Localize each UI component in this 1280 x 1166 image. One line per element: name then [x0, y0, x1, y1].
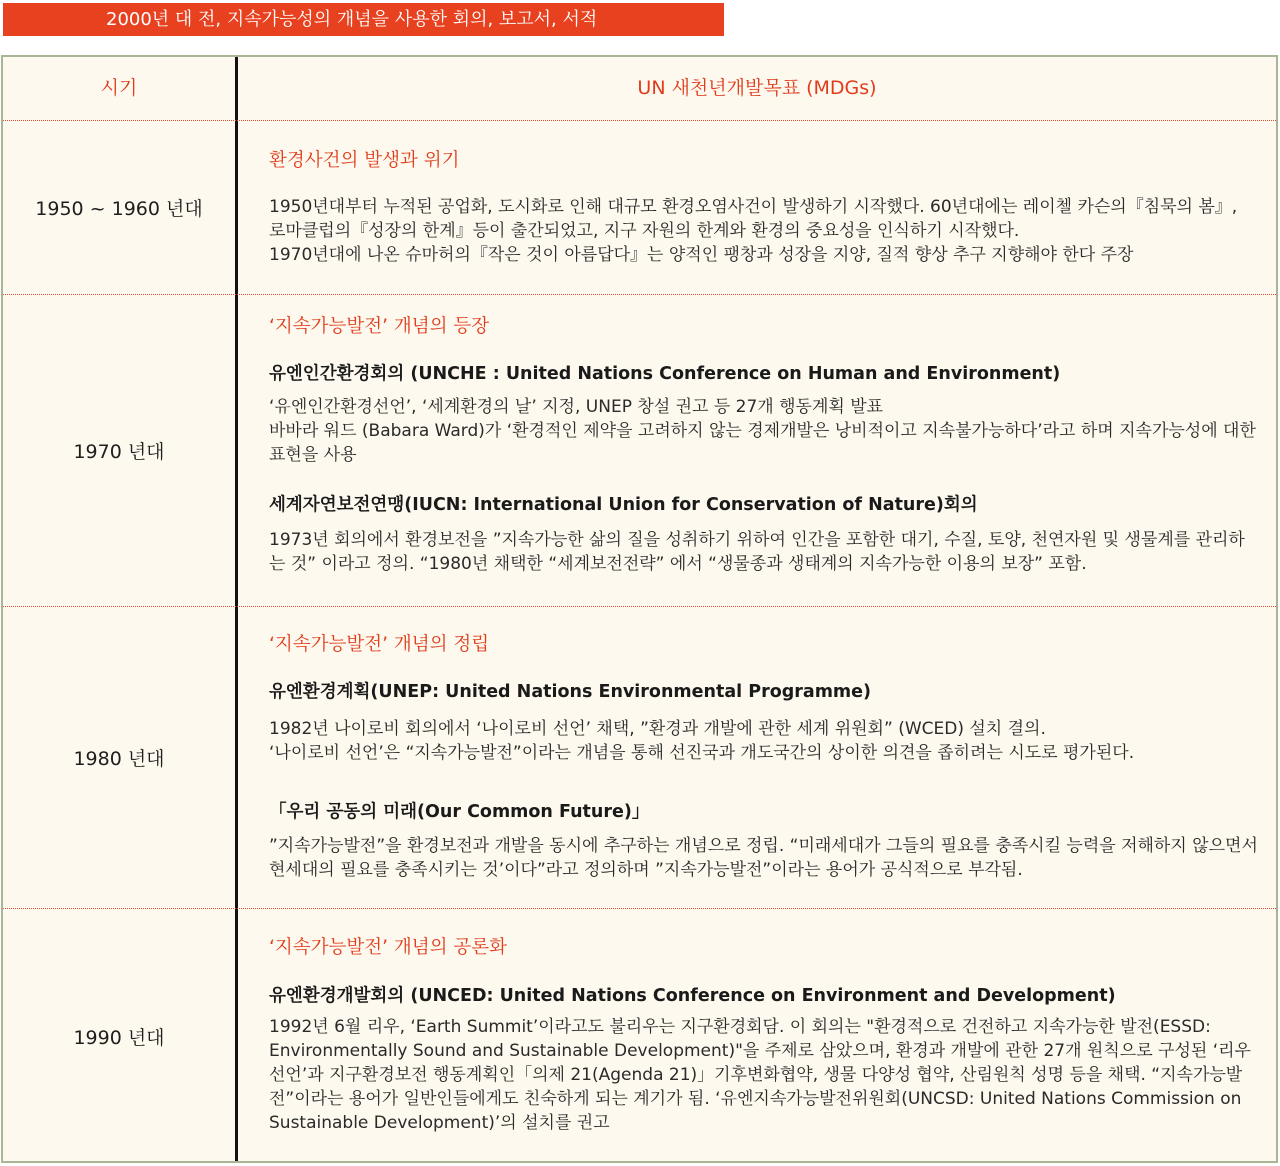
row-text: 1992년 6월 리우, ‘Earth Summit’이라고도 불리우는 지구환경회담. 이 회의는 "환경적으로 건전하고 지속가능한 발전(ESSD: Environmentally Sound and Sustainable Development)"을 주제로 삼았으며, 환경과 개발에 관한 27개 원칙으로 구성된 ‘리우선언’과 지구환경보전 행동계획인「의제 21(Agenda 21)」기후변화협약, 생물 다양성 협약, 산림원칙 성명 등을 채택. “지속가능발전”이라는 용어가 일반인들에게도 친숙하게 되는 계기가 됨. ‘유엔지속가능발전위원회(UNCSD: United Nations Commission on Sustainable Development)’의 설치를 권고: [269, 1017, 1251, 1133]
row-title: 환경사건의 발생과 위기: [269, 150, 460, 171]
table-row: [3, 607, 1276, 909]
table-row: [3, 295, 1276, 607]
header-period: 시기: [100, 77, 138, 99]
row-period: 1970 년대: [73, 441, 165, 463]
row-period: 1990 년대: [73, 1026, 165, 1049]
row-text: 1950년대부터 누적된 공업화, 도시화로 인해 대규모 환경오염사건이 발생하기 시작했다. 60년대에는 레이첼 카슨의『침묵의 봄』, 로마클럽의『성장의 한계』등이 출간되었고, 지구 자원의 한계와 환경의 중요성을 인식하기 시작했다.: [269, 197, 1238, 241]
row-subtitle: 유엔환경계획(UNEP: United Nations Environmental Programme): [269, 682, 872, 702]
row-subtitle: 세계자연보전연맹(IUCN: International Union for Conservation of Nature)회의: [269, 495, 978, 515]
row-text: ‘유엔인간환경선언’, ‘세계환경의 날’ 지정, UNEP 창설 권고 등 27개 행동계획 발표: [269, 397, 884, 417]
table-row: [3, 121, 1276, 295]
row-title: ‘지속가능발전’ 개념의 공론화: [269, 937, 507, 958]
table-header: [3, 57, 1276, 121]
row-content: [269, 909, 1258, 1163]
row-content: [269, 295, 1258, 606]
row-text: 1973년 회의에서 환경보전을 ”지속가능한 삶의 질을 성취하기 위하여 인간을 포함한 대기, 수질, 토양, 천연자원 및 생물계를 관리하는 것” 이라고 정의. “1980년 채택한 “세계보전전략” 에서 “생물종과 생태계의 지속가능한 이용의 보장” 포함.: [269, 530, 1245, 574]
row-period: 1980 년대: [73, 748, 165, 770]
row-subtitle: 「우리 공동의 미래(Our Common Future)」: [269, 802, 650, 822]
row-content: [269, 121, 1258, 294]
row-text: 바바라 워드 (Babara Ward)가 ‘환경적인 제약을 고려하지 않는 경제개발은 낭비적이고 지속불가능하다’라고 하며 지속가능성에 대한 표현을 사용: [269, 421, 1256, 465]
row-title: ‘지속가능발전’ 개념의 정립: [269, 634, 490, 655]
history-table: [1, 55, 1278, 1163]
section-banner: 2000년 대 전, 지속가능성의 개념을 사용한 회의, 보고서, 서적: [3, 3, 724, 36]
row-period: 1950 ~ 1960 년대: [35, 198, 203, 220]
header-mdgs: UN 새천년개발목표 (MDGs): [637, 77, 877, 99]
row-subtitle: 유엔인간환경회의 (UNCHE : United Nations Conference on Human and Environment): [269, 364, 1061, 384]
row-text: 1982년 나이로비 회의에서 ‘나이로비 선언’ 채택, ”환경과 개발에 관한 세계 위원회” (WCED) 설치 결의.: [269, 719, 1046, 739]
row-text: ‘나이로비 선언’은 “지속가능발전”이라는 개념을 통해 선진국과 개도국간의 상이한 의견을 좁히려는 시도로 평가된다.: [269, 743, 1135, 763]
row-text: 1970년대에 나온 슈마허의『작은 것이 아름답다』는 양적인 팽창과 성장을 지양, 질적 향상 추구 지향해야 한다 주장: [269, 245, 1134, 265]
table-row: [3, 909, 1276, 1163]
row-text: ”지속가능발전”을 환경보전과 개발을 동시에 추구하는 개념으로 정립. “미래세대가 그들의 필요를 충족시킬 능력을 저해하지 않으면서 현세대의 필요를 충족시키는 것’이다”라고 정의하며 ”지속가능발전”이라는 용어가 공식적으로 부각됨.: [269, 836, 1258, 880]
row-content: [269, 607, 1258, 908]
row-title: ‘지속가능발전’ 개념의 등장: [269, 316, 490, 337]
row-subtitle: 유엔환경개발회의 (UNCED: United Nations Conference on Environment and Development): [269, 986, 1116, 1006]
